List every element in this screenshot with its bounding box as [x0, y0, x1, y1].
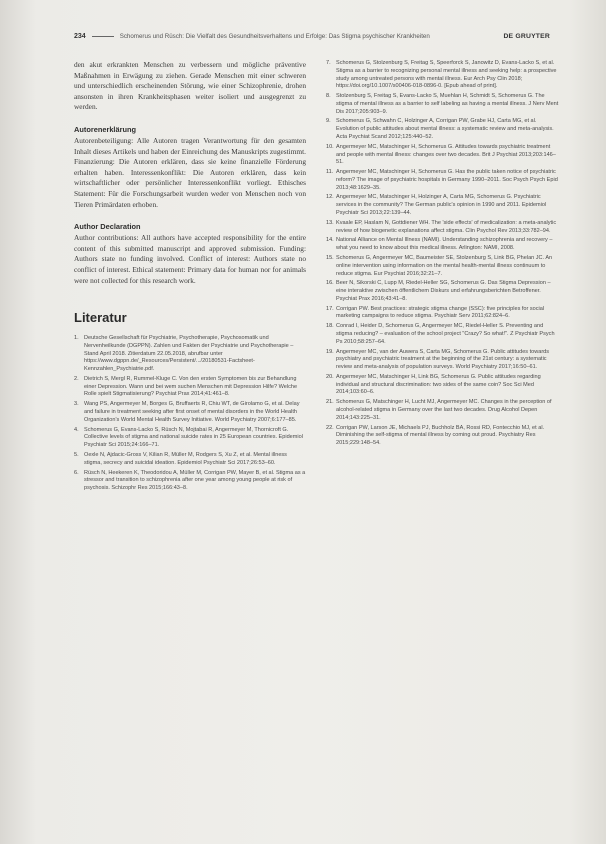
reference-number: 21.: [326, 399, 334, 406]
reference-item: [326, 306, 560, 322]
page-header: [74, 30, 550, 42]
reference-text: Stolzenburg S, Freitag S, Evans-Lacko S, Muehlan H, Schmidt S, Schomerus G. The stigma of mental illness as a barrier to self labeling as having a mental illness. J Nerv Ment Dis 2017;205:903–9.: [336, 93, 559, 115]
reference-text: Angermeyer MC, Matschinger H, Holzinger A, Carta MG, Schomerus G. Psychiatric services in the community? The German public's opinion in 1990 and 2011. Epidemiol Psychiatr Sci 2013;22:139–44.: [336, 194, 547, 216]
section-heading-autorenerklaerung: Autorenerklärung: [74, 124, 137, 134]
reference-number: 5.: [74, 451, 79, 458]
reference-item: [326, 194, 560, 217]
reference-item: [326, 237, 560, 253]
reference-item: [326, 255, 560, 278]
reference-item: [326, 399, 560, 422]
reference-number: 15.: [326, 255, 334, 261]
reference-text: Angermeyer MC, Matschinger H, Schomerus G. Attitudes towards psychiatric treatment and people with mental illness: changes over two decades. Brit J Psychiat 2013;203:146–51.: [336, 143, 556, 166]
reference-text: Angermeyer MC, Matschinger H, Link BG, Schomerus G. Public attitudes regarding individual and structural discrimination: two sides of the same coin? Soc Sci Med 2014;103:60–6.: [336, 373, 541, 396]
section-heading-author-declaration: Author Declaration: [74, 222, 141, 232]
reference-number: 22.: [326, 424, 334, 431]
reference-number: 3.: [74, 401, 79, 408]
section-body-author-declaration: Author contributions: All authors have accepted responsibility for the entire content of this submitted manuscript and approved submission. Funding: Authors state no funding involved. Conflict of interest: Authors state no conflict of interest. Ethical statement: Primary data for human nor for animals were not collected for this research work.: [74, 233, 306, 285]
reference-number: 4.: [74, 426, 79, 433]
left-column: [74, 60, 306, 495]
page-number: 234: [74, 32, 86, 40]
reference-text: Corrigan PW, Larson JE, Michaels PJ, Buchholz BA, Rossi RD, Fontecchio MJ, et al. Diminishing the self-stigma of mental illness by coming out proud. Psychiatry Res 2015;229:148–54.: [336, 424, 545, 447]
reference-number: 20.: [326, 373, 334, 380]
reference-text: Schomerus G, Stolzenburg S, Freitag S, Speerforck S, Janowitz D, Evans-Lacko S, et al. Stigma as a barrier to recognizing personal mental illness and seeking help: a prospective study among untreated persons with mental illness. Eur Arch Psy Clin 2018; https://doi.org/10.1007/s00406-018-0896-0. [Epub ahead of print].: [336, 60, 557, 90]
reference-number: 13.: [326, 219, 334, 226]
intro-paragraph: den akut erkrankten Menschen zu verbessern und mögliche präventive Maßnahmen in Erwägung zu ziehen. Gerade Menschen mit einer schweren und unterschiedlich erscheinenden Störung, wie einer Schizophrenie, drohen ansonsten in ihren Krankheitsphasen weiter isoliert und ausgegrenzt zu werden.: [74, 60, 306, 112]
reference-number: 17.: [326, 305, 334, 312]
reference-number: 14.: [326, 237, 334, 244]
reference-number: 19.: [326, 348, 334, 355]
reference-item: [326, 220, 560, 236]
reference-item: [326, 280, 560, 303]
reference-item: [326, 349, 560, 372]
reference-item: [326, 169, 560, 192]
literature-heading: Literatur: [74, 310, 127, 326]
reference-text: Conrad I, Heider D, Schomerus G, Angermeyer MC, Riedel-Heller S. Preventing and stigma reducing? – evaluation of the school project "Crazy? So what!". Z Psychiatr Psych Ps 2010;58:257–64.: [336, 323, 555, 345]
reference-item: [74, 335, 306, 374]
reference-number: 18.: [326, 323, 334, 330]
reference-list-right: [326, 60, 560, 448]
reference-item: [74, 470, 306, 493]
reference-item: [326, 93, 560, 116]
reference-item: [74, 401, 306, 424]
reference-number: 6.: [74, 469, 79, 476]
reference-text: Beer N, Sikorski C, Lupp M, Riedel-Heller SG, Schomerus G. Das Stigma Depression – eine interaktive zwischen öffentlichem Diskurs und erfahrungsberichten Betroffener. Psychiat Prax 2016;43:41–8.: [336, 280, 551, 302]
reference-item: [326, 118, 560, 141]
reference-text: Angermeyer MC, Matschinger H, Schomerus G. Has the public taken notice of psychiatric reform? The image of psychiatric hospitals in Germany 1990–2011. Soc Psych Psych Epid 2013;48:1629–35.: [336, 169, 558, 191]
reference-number: 7.: [326, 60, 331, 66]
reference-text: Oexle N, Ajdacic-Gross V, Kilian R, Müller M, Rodgers S, Xu Z, et al. Mental illness stigma, secrecy and suicidal ideation. Epidemiol Psychiatr Sci 2017;26:53–60.: [84, 451, 287, 466]
reference-item: [74, 452, 306, 468]
reference-text: Kvaale EP, Haslam N, Gottdiener WH. The 'side effects' of medicalization: a meta-analytic review of how biogenetic explanations affect stigma. Clin Psychol Rev 2013;33:782–94.: [336, 219, 557, 234]
reference-number: 1.: [74, 335, 79, 342]
reference-item: [74, 376, 306, 399]
reference-text: Schomerus G, Schwahn C, Holzinger A, Corrigan PW, Grabe HJ, Carta MG, et al. Evolution of public attitudes about mental illness: a systematic review and meta-analysis. Acta Psychiat Scand 2012;125:440–52.: [336, 118, 554, 140]
reference-number: 8.: [326, 93, 331, 100]
reference-item: [326, 425, 560, 448]
reference-number: 12.: [326, 194, 334, 201]
reference-number: 2.: [74, 375, 79, 382]
running-title: Schomerus und Rüsch: Die Vielfalt des Gesundheitsverhaltens und Erfolge: Das Stigma psychischer Krankheiten: [119, 32, 430, 40]
reference-text: Wang PS, Angermeyer M, Borges G, Bruffaerts R, Chiu WT, de Girolamo G, et al. Delay and failure in treatment seeking after first onset of mental disorders in the World Health Organization's World Mental Health Survey Initiative. World Psychiatry 2007;6:177–85.: [84, 401, 300, 423]
reference-number: 10.: [326, 143, 334, 150]
reference-text: Rüsch N, Heekeren K, Theodoridou A, Müller M, Corrigan PW, Mayer B, et al. Stigma as a stressor and transition to schizophrenia after one year among young people at risk of psychosis. Schizophr Res 2015;166:43–8.: [84, 469, 306, 492]
reference-item: [326, 144, 560, 167]
reference-item: [74, 427, 306, 450]
reference-text: National Alliance on Mental Illness (NAMI). Understanding schizophrenia and recovery – what you need to know about this medical illness. Arlington: NAMI, 2008.: [336, 237, 553, 252]
reference-text: Corrigan PW. Best practices: strategic stigma change (SSC): five principles for social marketing campaigns to reduce stigma. Psychiatr Serv 2011;62:824–6.: [336, 305, 545, 320]
reference-text: Dietrich S, Mergl R, Rummel-Kluge C. Von den ersten Symptomen bis zur Behandlung einer Depression. Wann und bei wem suchen Menschen mit Depression Hilfe? Welche Rolle spielt Stigmatisierung? Psychiat Prax 2014;41:461–8.: [84, 375, 298, 398]
reference-text: Angermeyer MC, van der Auwera S, Carta MG, Schomerus G. Public attitudes towards psychiatry and psychiatric treatment at the beginning of the 21st century: a systematic review and meta-analysis of population surveys. World Psychiatry 2017;16:50–61.: [336, 348, 550, 371]
reference-text: Schomerus G, Matschinger H, Lucht MJ, Angermeyer MC. Changes in the perception of alcohol-related stigma in Germany over the last two decades. Drug Alcohol Depen 2014;143:225–31.: [336, 399, 552, 421]
right-column: [326, 60, 560, 450]
reference-number: 9.: [326, 118, 331, 125]
reference-text: Deutsche Gesellschaft für Psychiatrie, Psychotherapie, Psychosomatik und Nervenheilkunde (DGPPN). Zahlen und Fakten der Psychiatrie und Psychotherapie – Stand April 2018. Zitierdatum 22.05.2018, abrufbar unter https://www.dgppn.de/_Resources/Persistent/.../20180531-Factsheet-Kennzahlen_Psychiatrie.pdf.: [84, 335, 294, 373]
reference-text: Schomerus G, Angermeyer MC, Baumeister SE, Stolzenburg S, Link BG, Phelan JC. An online intervention using information on the mental health-mental illness continuum to reduce stigma. Eur Psychiat 2016;32:21–7.: [336, 255, 553, 277]
reference-text: Schomerus G, Evans-Lacko S, Rüsch N, Mojtabai R, Angermeyer M, Thornicroft G. Collective levels of stigma and national suicide rates in 25 European countries. Epidemiol Psychiatr Sci 2015;24:166–71.: [84, 426, 303, 449]
reference-item: [326, 374, 560, 397]
reference-number: 11.: [326, 169, 334, 176]
header-rule: [92, 36, 114, 37]
reference-item: [326, 60, 560, 91]
section-body-autorenerklaerung: Autorenbeteiligung: Alle Autoren tragen Verantwortung für den gesamten Inhalt dieses Artikels und haben der Einreichung des Manuskripts zugestimmt. Finanzierung: Die Autoren erklären, dass sie keine finanzielle Förderung erhalten haben. Interessenkonflikt: Die Autoren erklären, dass kein wirtschaftlicher oder persönlicher Interessenkonflikt vorliegt. Ethisches Statement: Für die Forschungsarbeit wurden weder von Menschen noch von Tieren Primärdaten erhoben.: [74, 135, 306, 209]
publisher-name: DE GRUYTER: [503, 32, 550, 40]
reference-item: [326, 323, 560, 346]
reference-number: 16.: [326, 280, 334, 287]
reference-list-left: [74, 335, 306, 493]
